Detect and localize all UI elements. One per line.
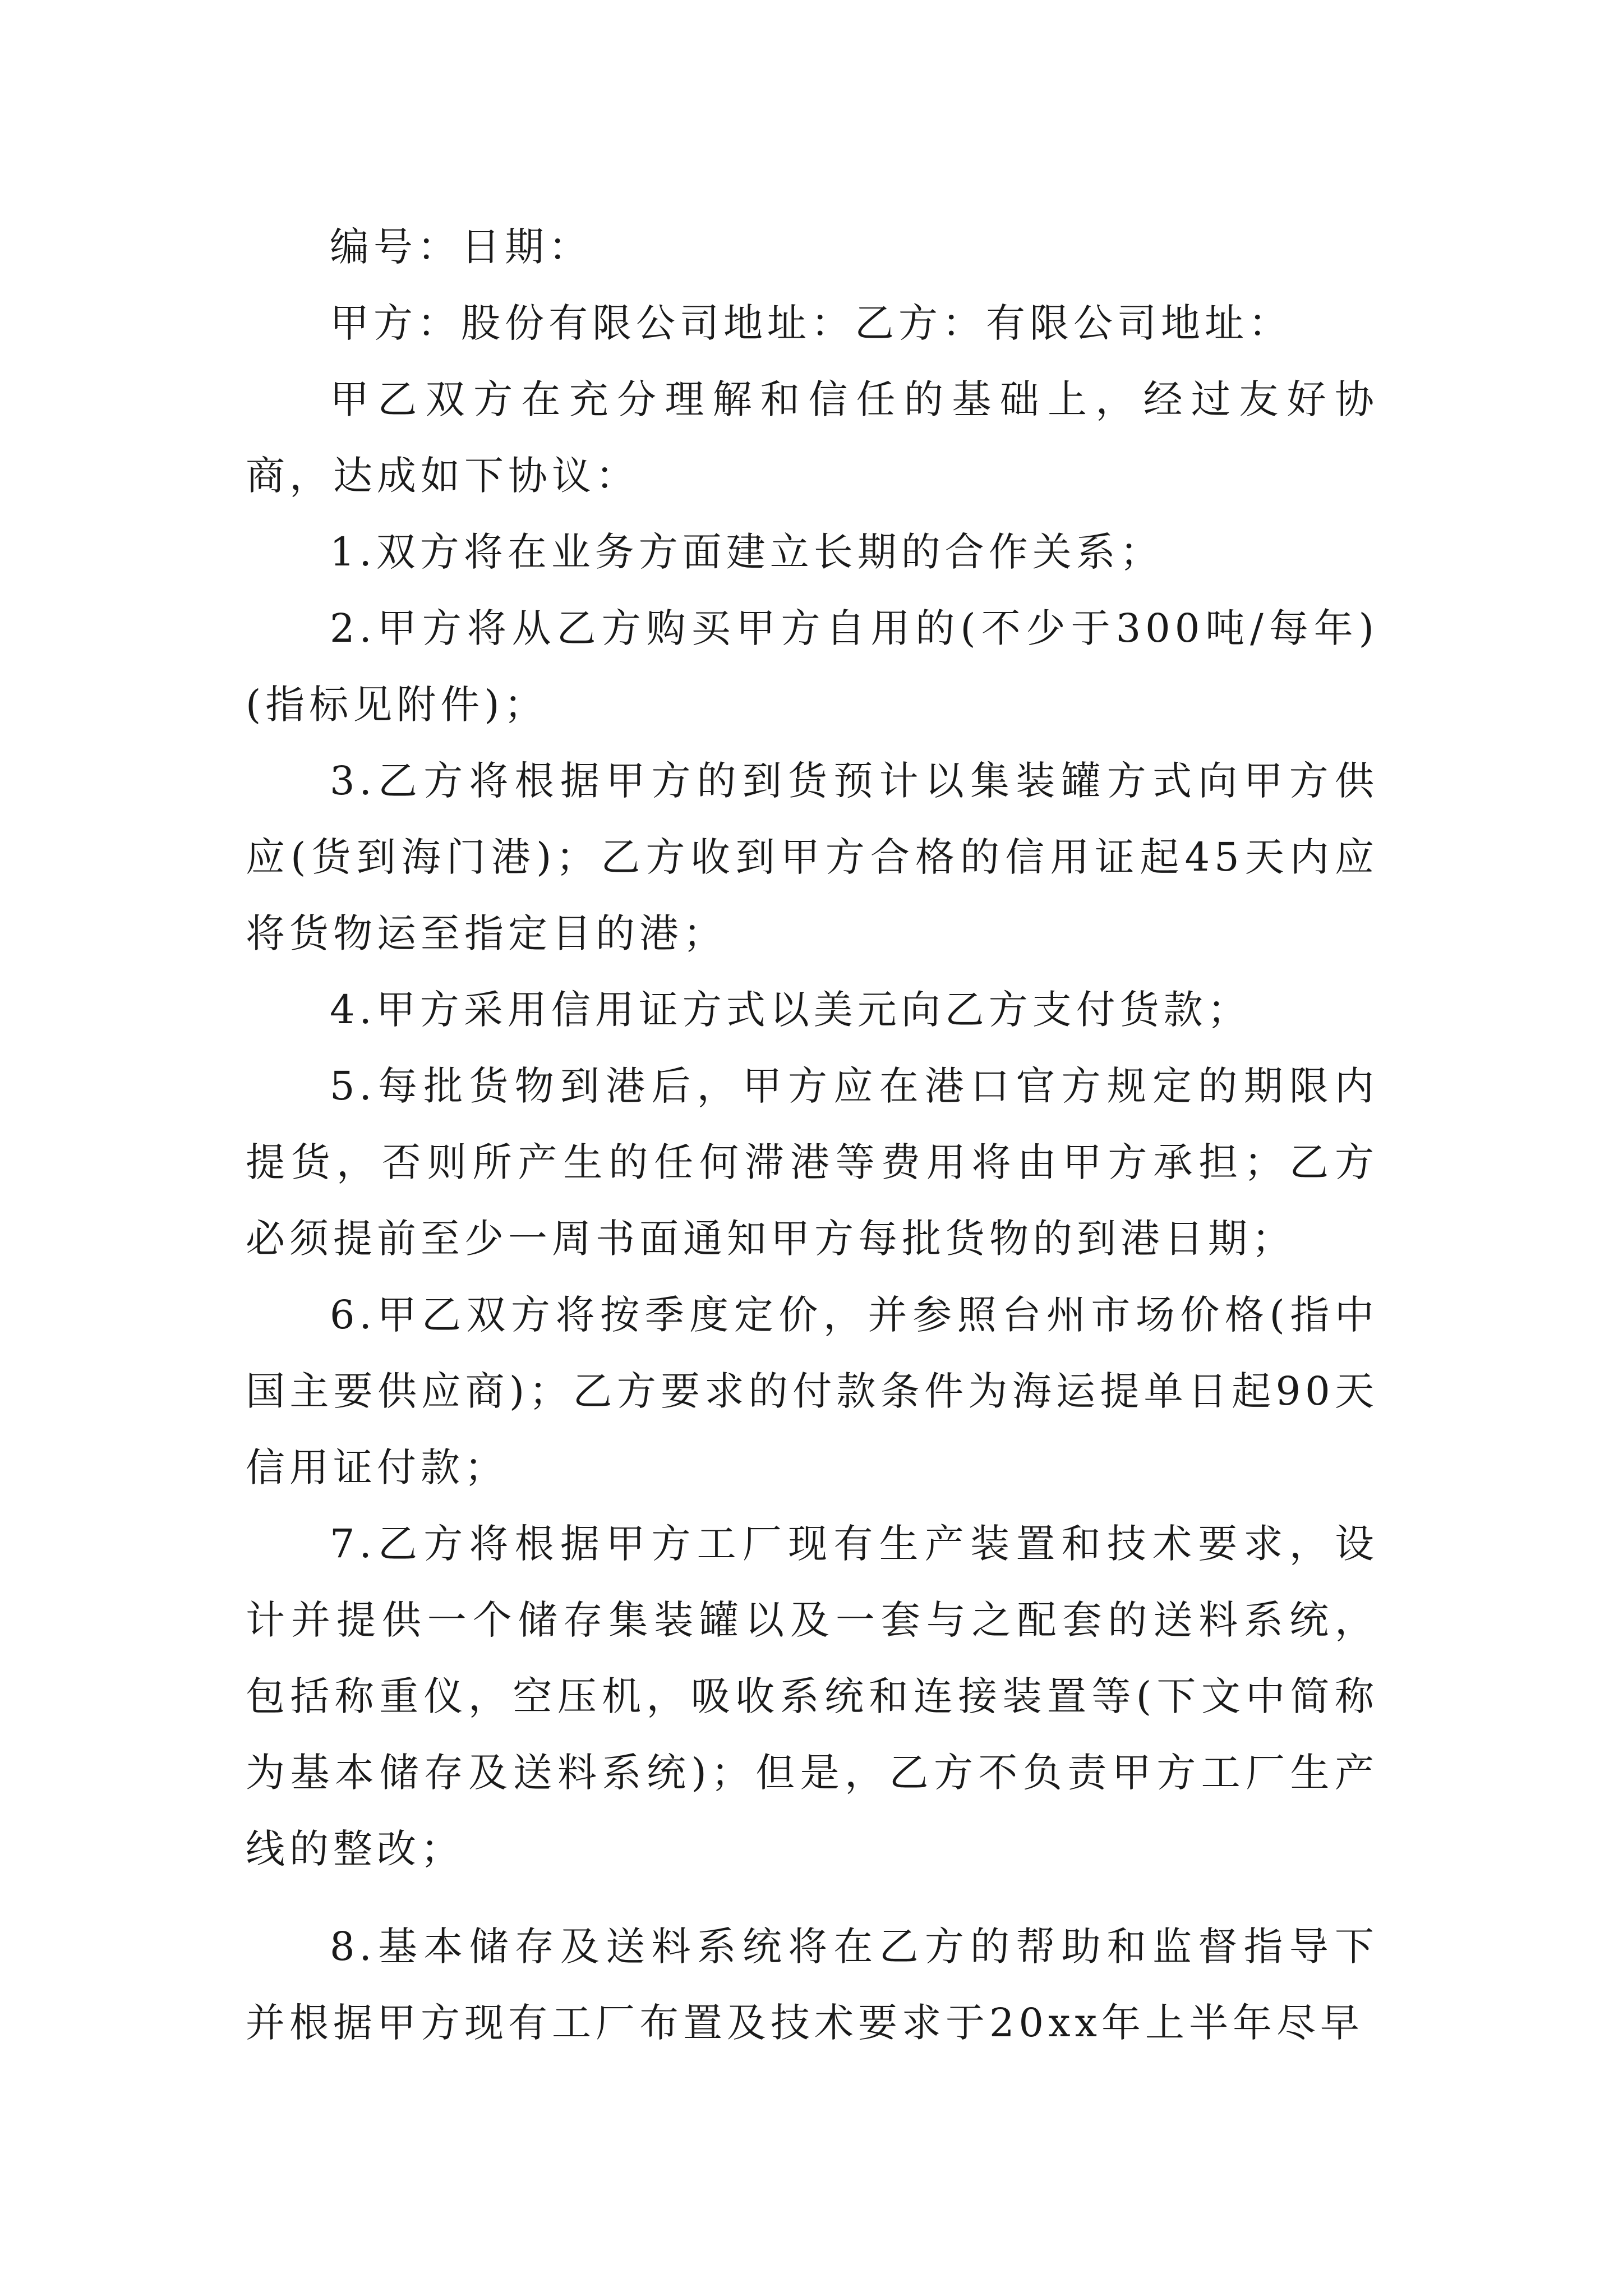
parties-line: 甲方：股份有限公司地址：乙方：有限公司地址： (330, 300, 1292, 346)
intro-paragraph: 甲乙双方在充分理解和信任的基础上，经过友好协商，达成如下协议： (246, 376, 1378, 499)
clause-4: 4.甲方采用信用证方式以美元向乙方支付货款； (330, 987, 1251, 1033)
clause-6: 6.甲乙双方将按季度定价，并参照台州市场价格(指中国主要供应商)；乙方要求的付款条件为海运提单日起90天信用证付款； (246, 1292, 1378, 1490)
document-number-date-line: 编号：日期： (330, 224, 592, 270)
clause-2: 2.甲方将从乙方购买甲方自用的(不少于300吨/每年)(指标见附件)； (246, 605, 1378, 728)
clause-5: 5.每批货物到港后，甲方应在港口官方规定的期限内提货，否则所产生的任何滞港等费用将由甲方承担；乙方必须提前至少一周书面通知甲方每批货物的到港日期； (246, 1063, 1378, 1262)
clause-7: 7.乙方将根据甲方工厂现有生产装置和技术要求，设计并提供一个储存集装罐以及一套与之配套的送料系统，包括称重仪，空压机，吸收系统和连接装置等(下文中简称为基本储存及送料系统)；但是，乙方不负责甲方工厂生产线的整改； (246, 1521, 1378, 1872)
clause-8: 8.基本储存及送料系统将在乙方的帮助和监督指导下并根据甲方现有工厂布置及技术要求于20xx年上半年尽早 (246, 1924, 1378, 2046)
clause-1: 1.双方将在业务方面建立长期的合作关系； (330, 529, 1164, 575)
document-body (246, 209, 1378, 2061)
clause-3: 3.乙方将根据甲方的到货预计以集装罐方式向甲方供应(货到海门港)；乙方收到甲方合格的信用证起45天内应将货物运至指定目的港； (246, 758, 1378, 956)
